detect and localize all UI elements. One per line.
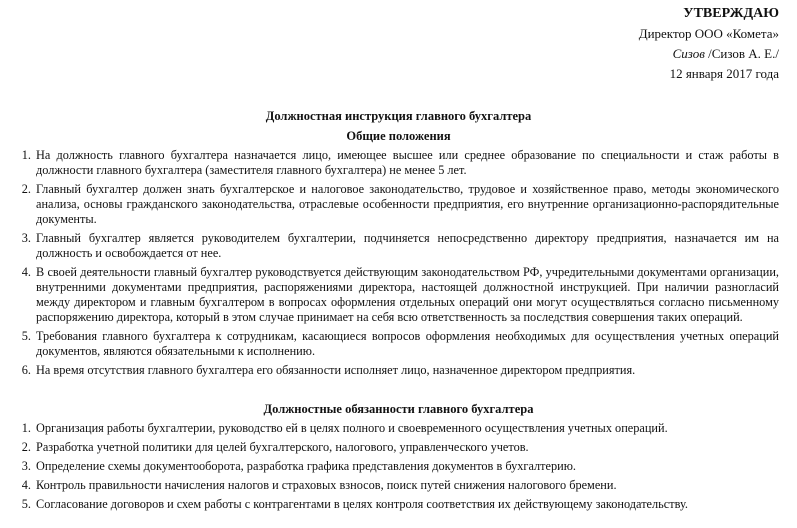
list-item: 4. В своей деятельности главный бухгалтер руководствуется действующим законодательством РФ, учредительными документами организации, внутренними документами предприятия, распоряжениями директора, настоящей должностной инструкцией. При наличии разногласий между директором и главным бухгалтером в вопросах оформления отдельных операций они могут осуществляться согласно письменному распоряжению директора, который в этом случае принимает на себя всю ответственность за последствия совершения таких операций. [34,265,779,325]
list-item: 1. На должность главного бухгалтера назначается лицо, имеющее высшее или среднее образование по специальности и стаж работы в должности главного бухгалтера (заместителя главного бухгалтера) не менее 5 лет. [34,148,779,178]
approval-position: Директор ООО «Комета» [638,26,779,41]
list-item: 5. Требования главного бухгалтера к сотрудникам, касающиеся вопросов оформления необходимых для осуществления учетных операций документов, являются обязательными к исполнению. [34,329,779,359]
approval-heading: УТВЕРЖДАЮ [683,6,779,21]
section2-title: Должностные обязанности главного бухгалтера [263,402,534,416]
document-title: Должностная инструкция главного бухгалтера [265,109,532,123]
approval-block [639,4,779,84]
section1-title: Общие положения [346,129,451,143]
list-item: 6. На время отсутствия главного бухгалтера его обязанности исполняет лицо, назначенное директором предприятия. [34,363,779,378]
approval-signature-line [639,44,779,64]
approval-signature: Сизов [672,46,705,61]
approval-name: /Сизов А. Е./ [708,46,779,61]
list-item: 3. Главный бухгалтер является руководителем бухгалтерии, подчиняется непосредственно директору предприятия, назначается им на должность и освобождается от нее. [34,231,779,261]
list-item: 5. Согласование договоров и схем работы с контрагентами в целях контроля соответствия их действующему законодательству. [34,497,779,512]
list-item: 2. Разработка учетной политики для целей бухгалтерского, налогового, управленческого учетов. [34,440,779,455]
list-item: 3. Определение схемы документооборота, разработка графика представления документов в бухгалтерию. [34,459,779,474]
section1-list [0,148,779,382]
approval-date: 12 января 2017 года [669,66,779,81]
list-item: 1. Организация работы бухгалтерии, руководство ей в целях полного и своевременного осуществления учетных операций. [34,421,779,436]
section2-list [0,421,779,516]
list-item: 2. Главный бухгалтер должен знать бухгалтерское и налоговое законодательство, трудовое и хозяйственное право, методы экономического анализа, основы гражданского законодательства, отраслевые особенности предприятия, его внутренние организационно-распорядительные документы. [34,182,779,227]
list-item: 4. Контроль правильности начисления налогов и страховых взносов, поиск путей снижения налогового бремени. [34,478,779,493]
